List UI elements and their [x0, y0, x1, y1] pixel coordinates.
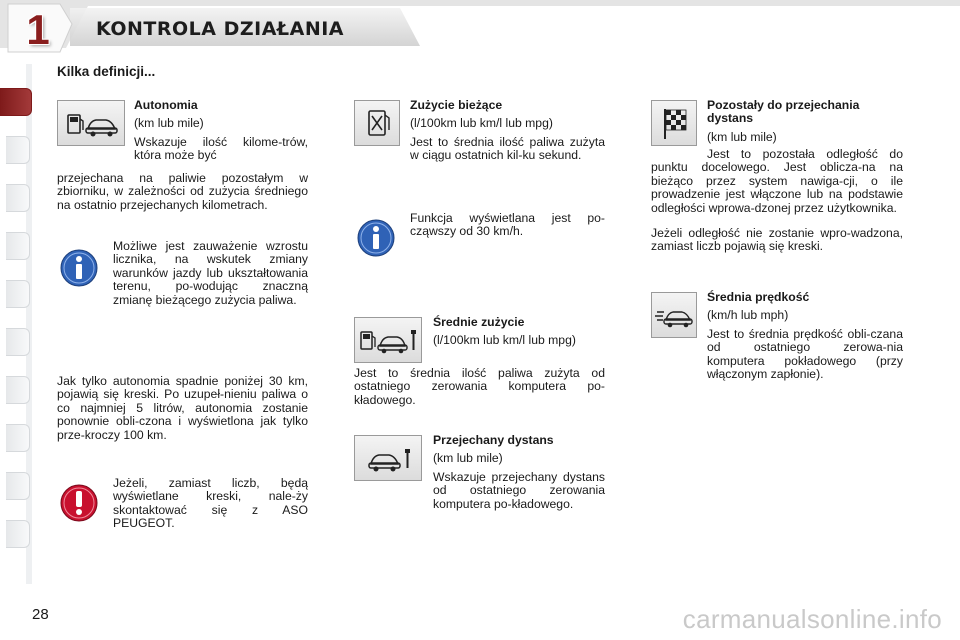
distance-travelled-block	[433, 434, 605, 511]
side-tab[interactable]	[6, 232, 30, 260]
side-tab[interactable]	[6, 328, 30, 356]
side-tab[interactable]	[6, 472, 30, 500]
autonomy-unit: (km lub mile)	[134, 116, 204, 131]
chapter-number: 1	[26, 6, 50, 53]
autonomy-block	[134, 99, 308, 163]
chapter-title: KONTROLA DZIAŁANIA	[96, 18, 344, 40]
distance-travelled-icon	[354, 435, 422, 481]
warning-icon	[59, 483, 99, 523]
side-tab[interactable]	[6, 136, 30, 164]
info-icon	[356, 218, 396, 258]
side-tab[interactable]	[6, 280, 30, 308]
side-tab[interactable]	[6, 184, 30, 212]
remaining-distance-block	[707, 99, 903, 144]
watermark: carmanualsonline.info	[682, 604, 942, 634]
distance-travelled-title: Przejechany dystans	[433, 433, 554, 447]
remaining-distance-note: Jeżeli odległość nie zostanie wpro-wadzona, zamiast liczb pojawią się kreski.	[651, 226, 903, 254]
average-speed-title: Średnia prędkość	[707, 290, 810, 304]
autonomy-body: przejechana na paliwie pozostałym w zbiorniku, w zależności od zużycia średniego na ostatnio przejechanych kilometrach.	[57, 171, 308, 212]
average-consumption-icon	[354, 317, 422, 363]
remaining-distance-title: Pozostały do przejechania dystans	[707, 98, 860, 126]
side-tab[interactable]	[6, 424, 30, 452]
autonomy-icon	[57, 100, 125, 146]
remaining-distance-body: Jest to pozostała odległość do punktu docelowego. Jest oblicza-na na bieżąco przez system nawiga-cji, o ile prowadzenie jest włączone lub na podstawie odległości wprowa-dzonej przez użytkownika.	[651, 147, 903, 215]
current-consumption-block	[410, 99, 605, 163]
average-consumption-unit: (l/100km lub km/l lub mpg)	[433, 333, 576, 348]
section-heading: Kilka definicji...	[57, 64, 156, 79]
info-note-odometer-text: Możliwe jest zauważenie wzrostu licznika, na wskutek zmiany warunków jazdy lub ukształtowania terenu, po-wodując znaczną zmianę bieżącego zużycia paliwa.	[113, 239, 308, 307]
average-consumption-body: Jest to średnia ilość paliwa zużyta od ostatniego zerowania komputera po-kładowego.	[354, 366, 605, 407]
distance-travelled-body: Wskazuje przejechany dystans od ostatniego zerowania komputera po-kładowego.	[433, 469, 605, 511]
average-consumption-block	[433, 316, 605, 348]
info-note-autonomy-reset: Jak tylko autonomia spadnie poniżej 30 km, pojawią się kreski. Po uzupeł-nieniu paliwa o co najmniej 5 litrów, autonomia zostanie ponownie obli-czona i wyświetlona jak tylko prze-kroczy 100 km.	[57, 374, 308, 442]
side-tab[interactable]	[6, 376, 30, 404]
side-tabs	[0, 64, 34, 584]
header-band	[0, 0, 960, 58]
current-consumption-unit: (l/100km lub km/l lub mpg)	[410, 116, 553, 131]
distance-travelled-unit: (km lub mile)	[433, 451, 503, 466]
current-consumption-body: Jest to średnia ilość paliwa zużyta w ciągu ostatnich kil-ku sekund.	[410, 134, 605, 163]
side-tab[interactable]	[6, 520, 30, 548]
side-tab-active[interactable]	[0, 88, 32, 116]
info-note-speed: Funkcja wyświetlana jest po-cząwszy od 30 km/h.	[410, 211, 605, 239]
page-number: 28	[32, 606, 49, 623]
remaining-distance-unit: (km lub mile)	[707, 129, 777, 144]
average-speed-block	[707, 291, 903, 381]
info-note-odometer	[57, 240, 308, 307]
average-speed-body: Jest to średnia prędkość obli-czana od ostatniego zerowa-nia komputera pokładowego (przy włączonym zapłonie).	[707, 326, 903, 382]
fuel-pump-icon	[354, 100, 400, 146]
current-consumption-title: Zużycie bieżące	[410, 98, 503, 112]
checkered-flag-icon	[651, 100, 697, 146]
autonomy-intro: Wskazuje ilość kilome-trów, która może być	[134, 134, 308, 163]
average-consumption-title: Średnie zużycie	[433, 315, 525, 329]
warning-note: Jeżeli, zamiast liczb, będą wyświetlane kreski, nale-ży skontaktować się z ASO PEUGEOT.	[113, 476, 308, 531]
average-speed-unit: (km/h lub mph)	[707, 308, 789, 323]
autonomy-title: Autonomia	[134, 98, 198, 112]
average-speed-icon	[651, 292, 697, 338]
